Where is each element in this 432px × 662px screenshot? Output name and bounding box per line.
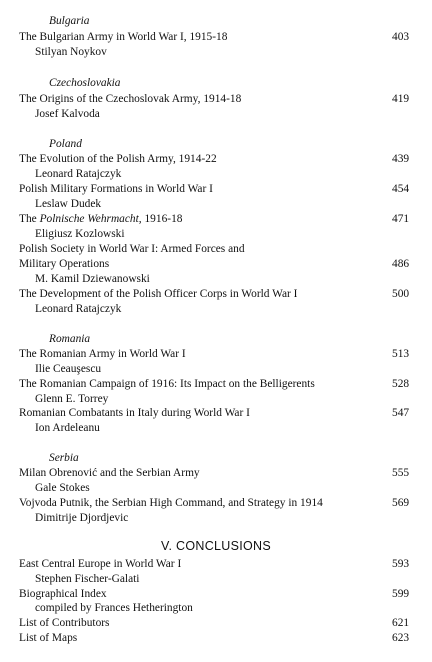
- entry-author: Gale Stokes: [35, 482, 90, 494]
- toc-entry-title-line: [0, 286, 432, 302]
- country-name: Bulgaria: [49, 15, 90, 27]
- country-name: Poland: [49, 138, 82, 150]
- toc-entry-author-line: [0, 44, 432, 60]
- toc-entry-author-line: [0, 420, 432, 436]
- toc-entry-title-line: [0, 91, 432, 107]
- entry-author: Leonard Ratajczyk: [35, 168, 122, 180]
- entry-author: Leonard Ratajczyk: [35, 303, 122, 315]
- toc-entry-author-line: [0, 166, 432, 182]
- toc-entry-title-line: [0, 241, 432, 257]
- toc-entry-title-line: [0, 495, 432, 511]
- entry-title: The Development of the Polish Officer Corps in World War I: [19, 288, 298, 300]
- toc-entry-author-line: [0, 600, 432, 616]
- entry-title-prefix: The: [19, 213, 40, 225]
- toc-entry-author-line: [0, 301, 432, 317]
- entry-page-number: 513: [392, 348, 410, 360]
- toc-entry-author-line: [0, 571, 432, 587]
- toc-entry-author-line: [0, 106, 432, 122]
- section-heading-conclusions: V. CONCLUSIONS: [160, 539, 272, 553]
- entry-page-number: 500: [392, 288, 410, 300]
- entry-author: Stephen Fischer-Galati: [35, 573, 140, 585]
- entry-page-number: 471: [392, 213, 410, 225]
- entry-title: Vojvoda Putnik, the Serbian High Command, and Strategy in 1914: [19, 497, 323, 509]
- toc-entry-title-line: [0, 211, 432, 227]
- toc-entry-author-line: [0, 226, 432, 242]
- entry-author: Glenn E. Torrey: [35, 393, 109, 405]
- country-name: Serbia: [49, 452, 79, 464]
- country-heading-romania: [0, 331, 432, 347]
- toc-entry-author-line: [0, 361, 432, 377]
- toc-entry-title-line: [0, 615, 432, 631]
- country-name: Romania: [49, 333, 91, 345]
- toc-entry-title-line: [0, 181, 432, 197]
- toc-entry-title-line: [0, 346, 432, 362]
- toc-entry-title-line: [0, 465, 432, 481]
- toc-entry-author-line: [0, 480, 432, 496]
- toc-entry-author-line: [0, 196, 432, 212]
- entry-title: The Romanian Campaign of 1916: Its Impact on the Belligerents: [19, 378, 315, 390]
- entry-title: List of Contributors: [19, 617, 110, 629]
- toc-entry-title-line: [0, 376, 432, 392]
- entry-author: Dimitrije Djordjevic: [35, 512, 129, 524]
- toc-entry-title-line: [0, 405, 432, 421]
- entry-author: Josef Kalvoda: [35, 108, 100, 120]
- country-heading-serbia: [0, 450, 432, 466]
- entry-page-number: 599: [392, 588, 410, 600]
- entry-title: Polish Society in World War I: Armed Forces and: [19, 243, 245, 255]
- entry-title: List of Maps: [19, 632, 78, 644]
- entry-page-number: 419: [392, 93, 410, 105]
- entry-title: [19, 211, 182, 227]
- toc-entry-title-line: [0, 29, 432, 45]
- entry-author: Stilyan Noykov: [35, 46, 107, 58]
- entry-title: Biographical Index: [19, 588, 107, 600]
- entry-page-number: 623: [392, 632, 410, 644]
- entry-title: The Origins of the Czechoslovak Army, 1914-18: [19, 93, 242, 105]
- toc-entry-title-line: [0, 256, 432, 272]
- country-name: Czechoslovakia: [49, 77, 121, 89]
- toc-entry-author-line: [0, 271, 432, 287]
- entry-page-number: 486: [392, 258, 410, 270]
- entry-author: Eligiusz Kozlowski: [35, 228, 125, 240]
- entry-title: The Romanian Army in World War I: [19, 348, 186, 360]
- entry-page-number: 569: [392, 497, 410, 509]
- entry-page-number: 621: [392, 617, 410, 629]
- entry-title-suffix: 1916-18: [141, 213, 183, 225]
- entry-author: Ilie Ceauşescu: [35, 363, 102, 375]
- toc-entry-title-line: [0, 556, 432, 572]
- entry-title: The Bulgarian Army in World War I, 1915-18: [19, 31, 228, 43]
- entry-page-number: 547: [392, 407, 410, 419]
- entry-title: The Evolution of the Polish Army, 1914-22: [19, 153, 217, 165]
- country-heading-poland: [0, 136, 432, 152]
- entry-title: Milan Obrenović and the Serbian Army: [19, 467, 200, 479]
- entry-title: East Central Europe in World War I: [19, 558, 182, 570]
- entry-title-italic: Polnische Wehrmacht,: [39, 213, 142, 225]
- entry-page-number: 439: [392, 153, 410, 165]
- country-heading-bulgaria: [0, 13, 432, 29]
- toc-entry-title-line: [0, 151, 432, 167]
- entry-page-number: 403: [392, 31, 410, 43]
- toc-entry-title-line: [0, 630, 432, 646]
- entry-author: Ion Ardeleanu: [35, 422, 100, 434]
- entry-title: Polish Military Formations in World War I: [19, 183, 213, 195]
- entry-author: compiled by Frances Hetherington: [35, 602, 193, 614]
- entry-page-number: 528: [392, 378, 410, 390]
- toc-entry-author-line: [0, 510, 432, 526]
- entry-page-number: 593: [392, 558, 410, 570]
- entry-page-number: 454: [392, 183, 410, 195]
- entry-author: M. Kamil Dziewanowski: [35, 273, 150, 285]
- entry-title-continued: Military Operations: [19, 258, 110, 270]
- country-heading-czechoslovakia: [0, 75, 432, 91]
- entry-title: Romanian Combatants in Italy during World War I: [19, 407, 250, 419]
- entry-page-number: 555: [392, 467, 410, 479]
- entry-author: Leslaw Dudek: [35, 198, 102, 210]
